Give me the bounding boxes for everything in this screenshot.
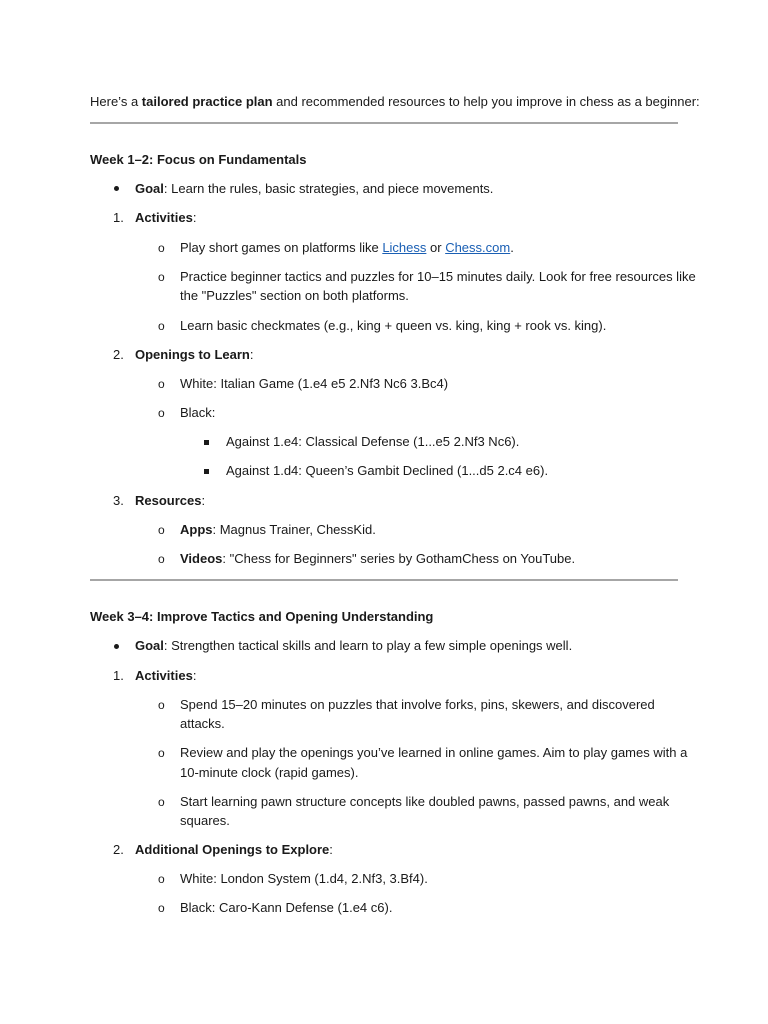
activities-label: Activities	[135, 210, 193, 225]
week34-goal	[135, 638, 572, 654]
week34-opening-black: Black: Caro-Kann Defense (1.e4 c6).	[180, 900, 393, 915]
divider-1	[90, 122, 678, 124]
week12-openings-heading	[135, 347, 253, 363]
week34-activity-3-line2: squares.	[180, 813, 230, 828]
intro-bold: tailored practice plan	[141, 94, 273, 109]
week34-opening-white: White: London System (1.d4, 2.Nf3, 3.Bf4).	[180, 871, 428, 886]
colon: :	[201, 493, 206, 508]
list-number: 1.	[113, 668, 124, 683]
sub-bullet-icon: o	[158, 552, 165, 566]
week12-opening-black: Black:	[180, 405, 216, 420]
week12-activity-3: Learn basic checkmates (e.g., king + queen vs. king, king + rook vs. king).	[180, 318, 607, 333]
week34-activity-2-line2: 10-minute clock (rapid games).	[180, 765, 359, 780]
square-bullet-icon	[204, 469, 209, 474]
sub-bullet-icon: o	[158, 319, 165, 333]
goal-text: : Strengthen tactical skills and learn to play a few simple openings well.	[163, 638, 573, 653]
videos-text: : "Chess for Beginners" series by GothamChess on YouTube.	[222, 551, 576, 566]
sub-bullet-icon: o	[158, 795, 165, 809]
sub-bullet-icon: o	[158, 746, 165, 760]
activity-text: Play short games on platforms like	[180, 240, 383, 255]
week34-activity-1-line1: Spend 15–20 minutes on puzzles that involve forks, pins, skewers, and discovered	[180, 697, 655, 712]
week34-activity-3-line1: Start learning pawn structure concepts like doubled pawns, passed pawns, and weak	[180, 794, 670, 809]
additional-openings-label: Additional Openings to Explore	[135, 842, 330, 857]
list-number: 1.	[113, 210, 124, 225]
sub-bullet-icon: o	[158, 901, 165, 915]
sub-bullet-icon: o	[158, 270, 165, 284]
apps-label: Apps	[180, 522, 213, 537]
intro-suffix: and recommended resources to help you improve in chess as a beginner:	[272, 94, 700, 109]
week12-activity-2-line1: Practice beginner tactics and puzzles for 10–15 minutes daily. Look for free resources like	[180, 269, 696, 284]
colon: :	[192, 210, 197, 225]
colon: :	[329, 842, 333, 857]
intro-prefix: Here’s a	[90, 94, 142, 109]
sub-bullet-icon: o	[158, 698, 165, 712]
week12-goal	[135, 181, 493, 197]
week12-opening-white: White: Italian Game (1.e4 e5 2.Nf3 Nc6 3.Bc4)	[180, 376, 449, 391]
week34-activities-heading	[135, 668, 196, 684]
colon: :	[249, 347, 254, 362]
week12-resource-apps	[180, 522, 376, 538]
activities-label: Activities	[135, 668, 193, 683]
activity-text: or	[426, 240, 446, 255]
sub-bullet-icon: o	[158, 241, 165, 255]
list-number: 3.	[113, 493, 124, 508]
bullet-icon	[114, 186, 119, 191]
week12-heading: Week 1–2: Focus on Fundamentals	[90, 152, 307, 167]
week12-resources-heading	[135, 493, 205, 509]
list-number: 2.	[113, 347, 124, 362]
week34-heading: Week 3–4: Improve Tactics and Opening Understanding	[90, 609, 434, 624]
goal-text: : Learn the rules, basic strategies, and piece movements.	[163, 181, 494, 196]
videos-label: Videos	[180, 551, 223, 566]
sub-bullet-icon: o	[158, 377, 165, 391]
square-bullet-icon	[204, 440, 209, 445]
sub-bullet-icon: o	[158, 872, 165, 886]
week12-black-vs-e4: Against 1.e4: Classical Defense (1...e5 2.Nf3 Nc6).	[226, 434, 520, 449]
bullet-icon	[114, 644, 119, 649]
week12-activities-heading	[135, 210, 196, 226]
activity-text: .	[510, 240, 514, 255]
intro-line	[90, 94, 700, 110]
sub-bullet-icon: o	[158, 523, 165, 537]
week34-activity-1-line2: attacks.	[180, 716, 225, 731]
week34-additional-openings-heading	[135, 842, 333, 858]
chess-com-link[interactable]: Chess.com	[445, 240, 511, 255]
goal-label: Goal	[135, 638, 164, 653]
colon: :	[192, 668, 197, 683]
goal-label: Goal	[135, 181, 164, 196]
lichess-link[interactable]: Lichess	[382, 240, 427, 255]
sub-bullet-icon: o	[158, 406, 165, 420]
week34-activity-2-line1: Review and play the openings you’ve learned in online games. Aim to play games with a	[180, 745, 688, 760]
week12-black-vs-d4: Against 1.d4: Queen’s Gambit Declined (1...d5 2.c4 e6).	[226, 463, 549, 478]
apps-text: : Magnus Trainer, ChessKid.	[212, 522, 376, 537]
list-number: 2.	[113, 842, 124, 857]
week12-resource-videos	[180, 551, 575, 567]
resources-label: Resources	[135, 493, 202, 508]
week12-activity-2-line2: the "Puzzles" section on both platforms.	[180, 288, 409, 303]
week12-activity-1	[180, 240, 514, 256]
divider-2	[90, 579, 678, 581]
openings-label: Openings to Learn	[135, 347, 250, 362]
